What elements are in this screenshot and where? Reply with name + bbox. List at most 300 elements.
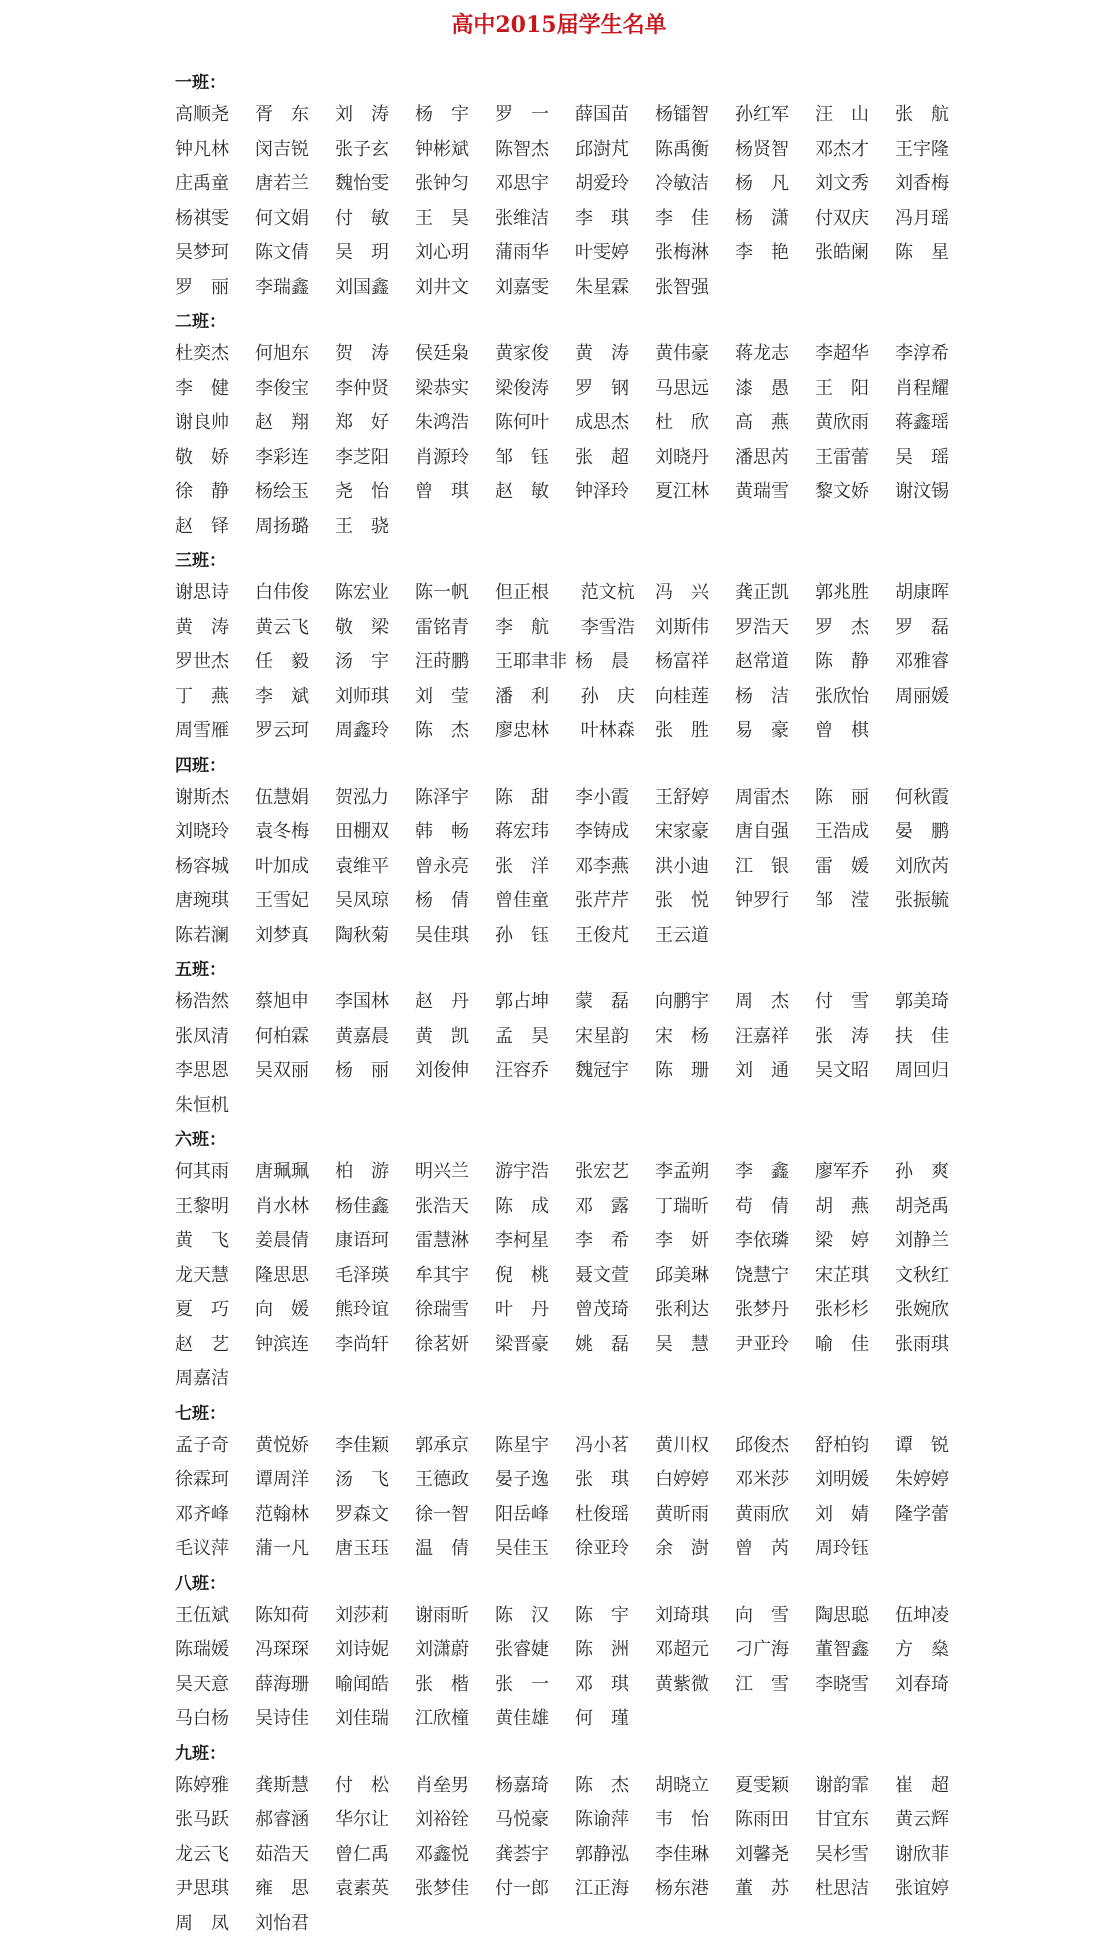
student-name: 杜俊瑶 — [575, 1503, 629, 1525]
student-name: 张凤清 — [175, 1025, 229, 1047]
student-name: 尹思琪 — [175, 1878, 229, 1899]
student-name: 张 一 — [495, 1673, 549, 1695]
student-name: 李瑞鑫 — [255, 276, 309, 298]
student-name: 付 松 — [335, 1774, 389, 1796]
student-name: 张欣怡 — [815, 685, 869, 707]
student-name: 唐琬琪 — [175, 890, 229, 911]
student-name: 杨嘉琦 — [495, 1774, 549, 1796]
student-name: 聂文萱 — [575, 1264, 629, 1286]
student-name: 蒙 磊 — [575, 991, 629, 1012]
student-name: 杨东港 — [655, 1878, 709, 1899]
student-name: 李柯星 — [495, 1230, 549, 1251]
student-name: 刘静兰 — [895, 1230, 949, 1251]
student-name: 夏江林 — [655, 481, 709, 502]
student-name: 邱美琳 — [655, 1264, 709, 1286]
class-section — [175, 751, 1055, 954]
student-name: 袁素英 — [335, 1878, 389, 1899]
student-name: 张子玄 — [335, 138, 389, 160]
student-name: 张婉欣 — [895, 1299, 949, 1320]
student-name: 刁广海 — [735, 1639, 789, 1660]
student-name: 华尔让 — [335, 1809, 389, 1830]
student-name: 陈星宇 — [495, 1434, 549, 1456]
student-name: 陈文倩 — [255, 242, 309, 263]
student-name: 徐瑞雪 — [415, 1299, 469, 1320]
student-name: 何柏霖 — [255, 1025, 309, 1047]
student-name: 李 希 — [575, 1230, 629, 1251]
student-name: 何 瑾 — [575, 1708, 629, 1729]
student-name: 敬 梁 — [335, 616, 389, 638]
student-name: 汪莳鹏 — [415, 651, 469, 672]
student-name: 郭占坤 — [495, 991, 549, 1012]
student-name: 袁冬梅 — [255, 821, 309, 842]
student-name: 杨佳鑫 — [335, 1195, 389, 1217]
student-name: 刘师琪 — [335, 685, 389, 707]
student-name: 王雷蕾 — [815, 446, 869, 468]
student-name: 李超华 — [815, 343, 869, 364]
student-name: 宋芷琪 — [815, 1264, 869, 1286]
student-name: 孙 庆 — [575, 685, 635, 707]
student-name: 张 楷 — [415, 1673, 469, 1695]
student-name: 谢思诗 — [175, 582, 229, 603]
student-name: 张维洁 — [495, 207, 549, 229]
student-name: 郭静泓 — [575, 1843, 629, 1865]
student-name: 张宏艺 — [575, 1161, 629, 1182]
class-section — [175, 546, 1055, 749]
student-name: 刘 涛 — [335, 104, 389, 125]
student-name: 邓米莎 — [735, 1469, 789, 1490]
student-name: 谭 锐 — [895, 1434, 949, 1456]
student-name: 潘思芮 — [735, 446, 789, 468]
student-name: 李俊宝 — [255, 377, 309, 399]
student-name: 苟 倩 — [735, 1195, 789, 1217]
student-name: 唐若兰 — [255, 173, 309, 194]
student-name: 陈 杰 — [415, 720, 469, 741]
student-name: 邓齐峰 — [175, 1503, 229, 1525]
student-name: 白婷婷 — [655, 1469, 709, 1490]
student-name: 吴双丽 — [255, 1060, 309, 1081]
student-name: 吴天意 — [175, 1673, 229, 1695]
class-label: 五班： — [175, 960, 226, 980]
student-name: 刘 莹 — [415, 685, 469, 707]
student-name: 伍坤凌 — [895, 1604, 949, 1626]
student-name: 吴 慧 — [655, 1333, 709, 1355]
student-name: 曾茂琦 — [575, 1299, 629, 1320]
student-name: 罗浩天 — [735, 616, 789, 638]
student-name: 杨镭智 — [655, 104, 709, 125]
student-name: 赵 翔 — [255, 412, 309, 433]
student-name: 雷铭青 — [415, 616, 469, 638]
student-name: 郭兆胜 — [815, 582, 869, 603]
student-name: 罗云珂 — [255, 720, 309, 741]
student-name: 胡爱玲 — [575, 173, 629, 194]
student-name: 康语珂 — [335, 1230, 389, 1251]
student-name: 但正根 — [495, 582, 549, 603]
student-name: 廖军乔 — [815, 1161, 869, 1182]
class-label: 七班： — [175, 1403, 226, 1424]
student-name: 何文娟 — [255, 207, 309, 229]
student-name: 王 阳 — [815, 377, 869, 399]
student-name: 冯琛琛 — [255, 1639, 309, 1660]
student-name: 韩 畅 — [415, 821, 469, 842]
student-name: 张 超 — [575, 446, 629, 468]
student-name: 柏 游 — [335, 1161, 389, 1182]
student-name: 杜思洁 — [815, 1878, 869, 1899]
student-name: 赵 铎 — [175, 515, 229, 537]
student-name: 张 航 — [895, 104, 949, 125]
student-name: 杨绘玉 — [255, 481, 309, 502]
student-name: 汪嘉祥 — [735, 1025, 789, 1047]
student-name: 陈泽宇 — [415, 786, 469, 808]
student-name: 刘文秀 — [815, 173, 869, 194]
student-name: 刘莎莉 — [335, 1604, 389, 1626]
student-name: 付一郎 — [495, 1878, 549, 1899]
student-name: 隆学蕾 — [895, 1503, 949, 1525]
student-name: 孙 爽 — [895, 1161, 949, 1182]
student-name: 刘井文 — [415, 276, 469, 298]
student-name: 陈 杰 — [575, 1774, 629, 1796]
student-name: 罗 杰 — [815, 616, 869, 638]
student-name: 周 杰 — [735, 991, 789, 1012]
student-name: 雷 媛 — [815, 855, 869, 877]
student-name: 钟泽玲 — [575, 481, 629, 502]
class-section — [175, 1569, 1055, 1737]
student-name: 曾 芮 — [735, 1538, 789, 1559]
student-name: 张皓阑 — [815, 242, 869, 263]
student-name: 冷敏洁 — [655, 173, 709, 194]
student-name: 杨 丽 — [335, 1060, 389, 1081]
student-name: 付双庆 — [815, 207, 869, 229]
student-name: 徐茗妍 — [415, 1333, 469, 1355]
student-name: 陈 汉 — [495, 1604, 549, 1626]
student-name: 刘馨尧 — [735, 1843, 789, 1865]
student-name: 黄欣雨 — [815, 412, 869, 433]
student-name: 李 佳 — [655, 207, 709, 229]
student-name: 刘潇蔚 — [415, 1639, 469, 1660]
student-name: 李国林 — [335, 991, 389, 1012]
class-label: 八班： — [175, 1573, 226, 1594]
student-name: 陈 静 — [815, 651, 869, 672]
name-list — [175, 985, 975, 1123]
student-name: 梁晋豪 — [495, 1333, 549, 1355]
student-name: 刘怡君 — [255, 1912, 309, 1934]
class-section — [175, 1739, 1055, 1942]
student-name: 邹 钰 — [495, 446, 549, 468]
student-name: 王 骁 — [335, 515, 389, 537]
name-list — [175, 1769, 975, 1942]
name-list — [175, 337, 975, 544]
student-name: 朱星霖 — [575, 276, 629, 298]
student-name: 王 昊 — [415, 207, 469, 229]
student-name: 邓雅睿 — [895, 651, 949, 672]
student-name: 孙红军 — [735, 104, 789, 125]
name-list — [175, 1429, 975, 1567]
student-name: 易 豪 — [735, 720, 789, 741]
student-name: 吴 瑶 — [895, 446, 949, 468]
student-name: 汤 飞 — [335, 1469, 389, 1490]
student-name: 敬 娇 — [175, 446, 229, 468]
student-name: 刘春琦 — [895, 1673, 949, 1695]
student-name: 倪 桃 — [495, 1264, 549, 1286]
student-name: 周玲钰 — [815, 1538, 869, 1559]
student-name: 陈宏业 — [335, 582, 389, 603]
student-name: 李 妍 — [655, 1230, 709, 1251]
student-name: 吴诗佳 — [255, 1708, 309, 1729]
student-name: 李铸成 — [575, 821, 629, 842]
student-name: 邱俊杰 — [735, 1434, 789, 1456]
student-name: 肖源玲 — [415, 446, 469, 468]
student-name: 黎文娇 — [815, 481, 869, 502]
student-name: 付 雪 — [815, 991, 869, 1012]
student-name: 罗 一 — [495, 104, 549, 125]
student-name: 庄禹童 — [175, 173, 229, 194]
student-name: 李芝阳 — [335, 446, 389, 468]
student-name: 唐玉珏 — [335, 1538, 389, 1559]
student-name: 张 悦 — [655, 890, 709, 911]
student-name: 白伟俊 — [255, 582, 309, 603]
student-name: 夏 巧 — [175, 1299, 229, 1320]
student-name: 韦 怡 — [655, 1809, 709, 1830]
student-name: 李依璘 — [735, 1230, 789, 1251]
student-name: 胥 东 — [255, 104, 309, 125]
student-name: 叶加成 — [255, 855, 309, 877]
student-name: 何旭东 — [255, 343, 309, 364]
student-name: 尹亚玲 — [735, 1333, 789, 1355]
student-name: 刘琦琪 — [655, 1604, 709, 1626]
student-name: 龚斯慧 — [255, 1774, 309, 1796]
student-name: 向鹏宇 — [655, 991, 709, 1012]
student-name: 肖程耀 — [895, 377, 949, 399]
student-name: 赵 艺 — [175, 1333, 229, 1355]
student-name: 雍 思 — [255, 1878, 309, 1899]
name-list — [175, 781, 975, 954]
class-label: 四班： — [175, 755, 226, 776]
student-name: 李 斌 — [255, 685, 309, 707]
student-name: 杨容城 — [175, 855, 229, 877]
student-name: 雷慧淋 — [415, 1230, 469, 1251]
student-name: 龚正凯 — [735, 582, 789, 603]
student-name: 向 雪 — [735, 1604, 789, 1626]
student-name: 王宇隆 — [895, 138, 949, 160]
student-name: 王浩成 — [815, 821, 869, 842]
student-name: 茹浩天 — [255, 1843, 309, 1865]
student-name: 陈谕萍 — [575, 1809, 629, 1830]
student-name: 饶慧宁 — [735, 1264, 789, 1286]
class-label: 六班： — [175, 1130, 226, 1150]
student-name: 江 雪 — [735, 1673, 789, 1695]
student-name: 甘宜东 — [815, 1809, 869, 1830]
student-name: 江 银 — [735, 855, 789, 877]
student-name: 何秋霞 — [895, 786, 949, 808]
student-name: 何其雨 — [175, 1161, 229, 1182]
student-name: 陶思聪 — [815, 1604, 869, 1626]
student-name: 范翰林 — [255, 1503, 309, 1525]
student-name: 刘俊伸 — [415, 1060, 469, 1081]
student-name: 李雪浩 — [575, 616, 635, 638]
student-name: 宋星韵 — [575, 1025, 629, 1047]
student-name: 孙 钰 — [495, 924, 549, 946]
student-name: 杨 宇 — [415, 104, 469, 125]
student-name: 王雪妃 — [255, 890, 309, 911]
class-section — [175, 68, 1055, 305]
student-name: 薛海珊 — [255, 1673, 309, 1695]
student-name: 袁维平 — [335, 855, 389, 877]
student-name: 余 澍 — [655, 1538, 709, 1559]
student-name: 钟彬斌 — [415, 138, 469, 160]
student-name: 曾仁禹 — [335, 1843, 389, 1865]
student-name: 蒲雨华 — [495, 242, 549, 263]
student-name: 文秋红 — [895, 1264, 949, 1286]
student-name: 刘 婧 — [815, 1503, 869, 1525]
student-name: 王耶聿非 — [495, 651, 567, 672]
name-list — [175, 1155, 975, 1397]
class-section — [175, 955, 1055, 1123]
student-name: 陈 成 — [495, 1195, 549, 1217]
student-name: 钟凡林 — [175, 138, 229, 160]
student-name: 曾 棋 — [815, 720, 869, 741]
student-name: 谢雨昕 — [415, 1604, 469, 1626]
student-name: 梁 婷 — [815, 1230, 869, 1251]
student-name: 喻 佳 — [815, 1333, 869, 1355]
student-name: 龙天慧 — [175, 1264, 229, 1286]
student-name: 陈婷雅 — [175, 1774, 229, 1796]
student-name: 郭美琦 — [895, 991, 949, 1012]
student-name: 朱婷婷 — [895, 1469, 949, 1490]
student-name: 杨 倩 — [415, 890, 469, 911]
student-name: 谢汶锡 — [895, 481, 949, 502]
student-name: 杜奕杰 — [175, 343, 229, 364]
student-name: 汪 山 — [815, 104, 869, 125]
student-name: 钟滨连 — [255, 1333, 309, 1355]
student-name: 胡康晖 — [895, 582, 949, 603]
student-name: 廖忠林 — [495, 720, 549, 741]
student-name: 李晓雪 — [815, 1673, 869, 1695]
student-name: 李 航 — [495, 616, 549, 638]
student-name: 罗 丽 — [175, 276, 229, 298]
student-name: 张 洋 — [495, 855, 549, 877]
student-name: 冯月瑶 — [895, 207, 949, 229]
student-name: 张钟匀 — [415, 173, 469, 194]
student-name: 唐自强 — [735, 821, 789, 842]
student-name: 高 燕 — [735, 412, 789, 433]
student-name: 谢韵霏 — [815, 1774, 869, 1796]
student-name: 孟 昊 — [495, 1025, 549, 1047]
class-label: 三班： — [175, 551, 226, 571]
student-name: 张梅淋 — [655, 242, 709, 263]
student-name: 罗森文 — [335, 1503, 389, 1525]
student-name: 黄 涛 — [575, 343, 629, 364]
student-name: 邓 琪 — [575, 1673, 629, 1695]
student-name: 王云道 — [655, 924, 709, 946]
student-name: 黄云飞 — [255, 616, 309, 638]
student-name: 薛国苗 — [575, 104, 629, 125]
student-name: 朱恒机 — [175, 1094, 229, 1116]
student-name: 黄伟豪 — [655, 343, 709, 364]
student-name: 谢欣菲 — [895, 1843, 949, 1865]
student-roster — [175, 68, 1055, 1941]
student-name: 伍慧娟 — [255, 786, 309, 808]
student-name: 陈瑞媛 — [175, 1639, 229, 1660]
student-name: 田棚双 — [335, 821, 389, 842]
student-name: 黄悦娇 — [255, 1434, 309, 1456]
student-name: 李彩连 — [255, 446, 309, 468]
student-name: 丁 燕 — [175, 685, 229, 707]
student-name: 邓杰才 — [815, 138, 869, 160]
student-name: 钟罗行 — [735, 890, 789, 911]
student-name: 梁恭实 — [415, 377, 469, 399]
student-name: 明兴兰 — [415, 1161, 469, 1182]
student-name: 周鑫玲 — [335, 720, 389, 741]
class-section — [175, 307, 1055, 544]
student-name: 肖垒男 — [415, 1774, 469, 1796]
student-name: 吴 玥 — [335, 242, 389, 263]
student-name: 向 媛 — [255, 1299, 309, 1320]
student-name: 周扬璐 — [255, 515, 309, 537]
student-name: 李佳颖 — [335, 1434, 389, 1456]
student-name: 罗 钢 — [575, 377, 629, 399]
student-name: 王舒婷 — [655, 786, 709, 808]
student-name: 杨浩然 — [175, 991, 229, 1012]
student-name: 扶 佳 — [895, 1025, 949, 1047]
student-name: 杨 凡 — [735, 173, 789, 194]
student-name: 肖水林 — [255, 1195, 309, 1217]
student-name: 陈一帆 — [415, 582, 469, 603]
name-list — [175, 98, 975, 305]
student-name: 王俊芃 — [575, 924, 629, 946]
name-list — [175, 576, 975, 749]
student-name: 黄 涛 — [175, 616, 229, 638]
student-name: 冯 兴 — [655, 582, 709, 603]
student-name: 阳岳峰 — [495, 1503, 549, 1525]
student-name: 陈智杰 — [495, 138, 549, 160]
student-name: 黄佳雄 — [495, 1708, 549, 1729]
student-name: 赵 丹 — [415, 991, 469, 1012]
student-name: 张 胜 — [655, 720, 709, 741]
student-name: 毛议萍 — [175, 1538, 229, 1559]
student-name: 李思恩 — [175, 1060, 229, 1081]
student-name: 吴梦珂 — [175, 242, 229, 263]
student-name: 陈 洲 — [575, 1639, 629, 1660]
student-name: 范文杭 — [575, 582, 635, 603]
student-name: 黄川权 — [655, 1434, 709, 1456]
student-name: 李 琪 — [575, 207, 629, 229]
student-name: 朱鸿浩 — [415, 412, 469, 433]
student-name: 陈知荷 — [255, 1604, 309, 1626]
student-name: 陈若澜 — [175, 924, 229, 946]
student-name: 张 涛 — [815, 1025, 869, 1047]
student-name: 宋家豪 — [655, 821, 709, 842]
student-name: 罗世杰 — [175, 651, 229, 672]
student-name: 周雪雁 — [175, 720, 229, 741]
student-name: 叶 丹 — [495, 1299, 549, 1320]
student-name: 邹 滢 — [815, 890, 869, 911]
student-name: 闵吉锐 — [255, 138, 309, 160]
student-name: 贺 涛 — [335, 343, 389, 364]
student-name: 黄 飞 — [175, 1230, 229, 1251]
student-name: 刘国鑫 — [335, 276, 389, 298]
student-name: 陈 宇 — [575, 1604, 629, 1626]
student-name: 魏怡雯 — [335, 173, 389, 194]
student-name: 吴文昭 — [815, 1060, 869, 1081]
student-name: 黄紫微 — [655, 1673, 709, 1695]
student-name: 姜晨倩 — [255, 1230, 309, 1251]
student-name: 魏冠宇 — [575, 1060, 629, 1081]
student-name: 江欣橦 — [415, 1708, 469, 1729]
student-name: 黄嘉晨 — [335, 1025, 389, 1047]
student-name: 张睿婕 — [495, 1639, 549, 1660]
student-name: 赵常道 — [735, 651, 789, 672]
student-name: 刘明媛 — [815, 1469, 869, 1490]
student-name: 牟其宇 — [415, 1264, 469, 1286]
